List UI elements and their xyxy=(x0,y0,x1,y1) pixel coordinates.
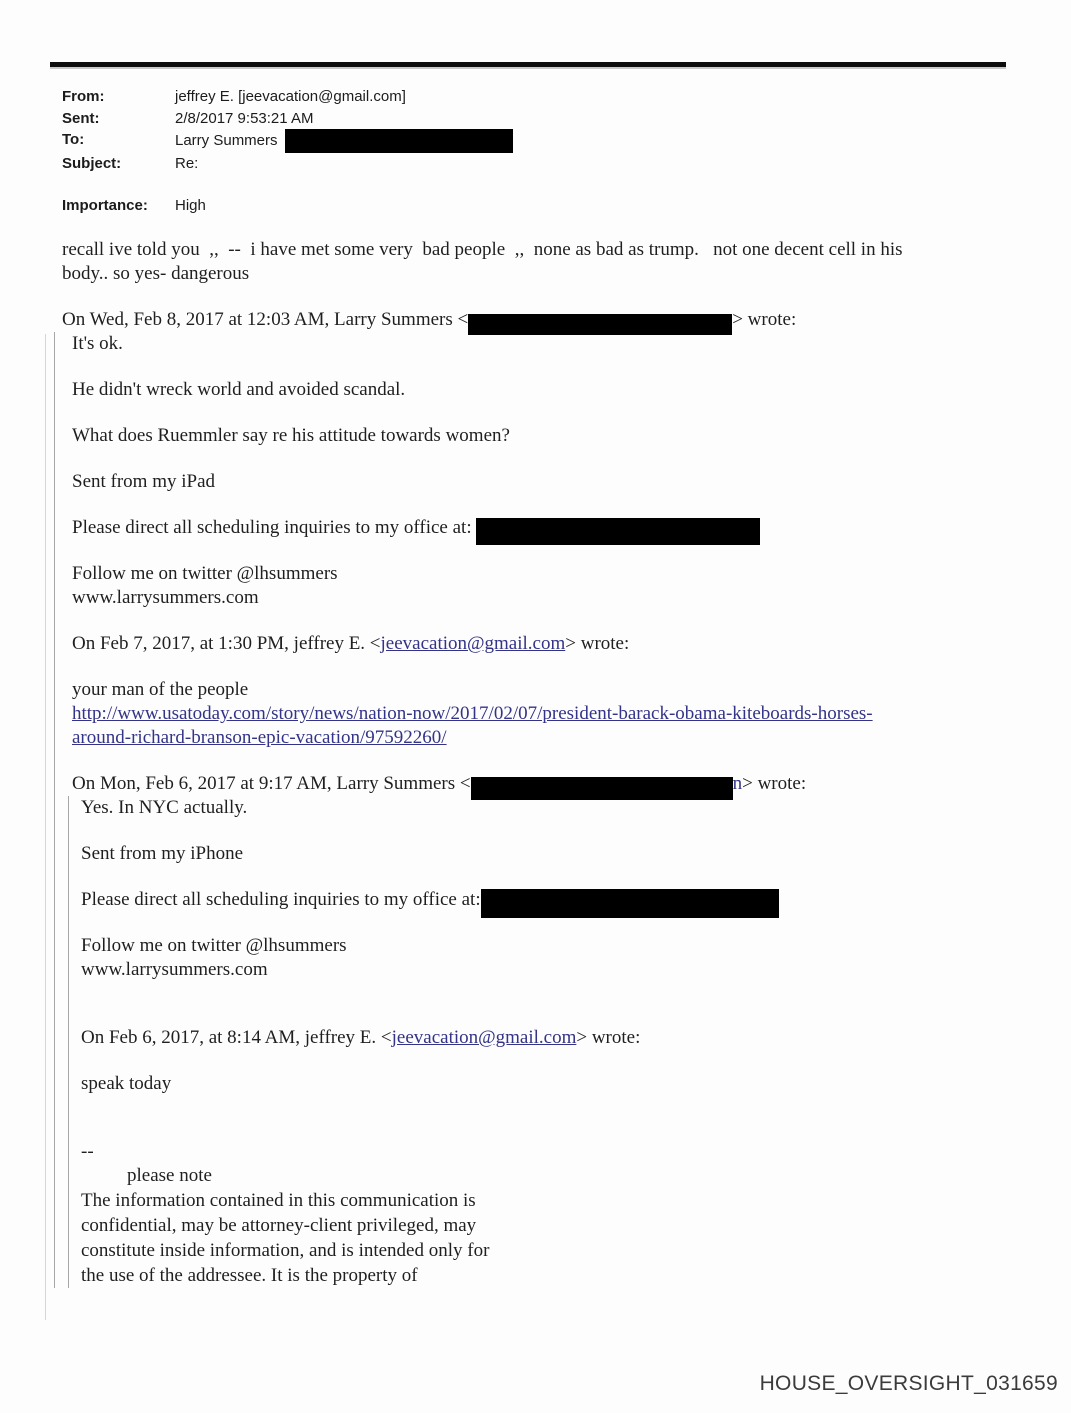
signature-dashes: -- xyxy=(81,1141,94,1162)
redaction-bar-email-2 xyxy=(471,777,733,800)
legal-disclaimer xyxy=(81,1188,1006,1288)
attribution-text: > wrote: xyxy=(742,773,807,794)
quote1-text-ruemmler: What does Ruemmler say re his attitude towards women? xyxy=(72,425,510,446)
header-value-to xyxy=(175,129,513,153)
header-field-importance xyxy=(62,195,513,217)
usatoday-link-line xyxy=(72,702,1006,750)
message-line-1: recall ive told you ,, -- i have met some very bad people ,, none as bad as trump. not one decent cell in his xyxy=(62,239,903,260)
redaction-bar-email-1 xyxy=(468,314,732,335)
attribution-email-tail: n xyxy=(732,773,743,794)
quote2-text-iphone-sig: Sent from my iPhone xyxy=(81,843,244,864)
header-field-to xyxy=(62,129,513,153)
scan-artifact-line xyxy=(45,334,46,1320)
attribution-text: > wrote: xyxy=(732,309,797,330)
attribution-text: > wrote: xyxy=(565,633,630,654)
disclaimer-line: constitute inside information, and is intended only for xyxy=(81,1240,490,1261)
quote1-sig-twitter: Follow me on twitter @lhsummers xyxy=(72,563,338,584)
usatoday-link-text-1: http://www.usatoday.com/story/news/nation-now/2017/02/07/president-barack-obama-kiteboards-horses- xyxy=(72,703,873,724)
bates-number: HOUSE_OVERSIGHT_031659 xyxy=(759,1372,1058,1395)
usatoday-link[interactable] xyxy=(72,703,873,748)
scheduling-text: Please direct all scheduling inquiries to my office at: xyxy=(72,517,477,538)
header-label-sent: Sent: xyxy=(62,109,100,127)
header-value-from: jeffrey E. [jeevacation@gmail.com] xyxy=(175,88,406,105)
quote1-text-ipad-sig: Sent from my iPad xyxy=(72,471,216,492)
disclaimer-line: confidential, may be attorney-client privileged, may xyxy=(81,1215,477,1236)
header-field-sent xyxy=(62,108,513,130)
attribution-text: On Mon, Feb 6, 2017 at 9:17 AM, Larry Summers < xyxy=(72,773,471,794)
header-field-from xyxy=(62,86,513,108)
quoted-message-level-2 xyxy=(68,796,1006,1288)
attribution-text: On Feb 7, 2017, at 1:30 PM, jeffrey E. < xyxy=(72,633,381,654)
redaction-bar-office-1 xyxy=(476,518,760,545)
attribution-text: On Wed, Feb 8, 2017 at 12:03 AM, Larry Summers < xyxy=(62,309,469,330)
recipient-name: Larry Summers xyxy=(175,131,278,149)
message-line-2: body.. so yes- dangerous xyxy=(62,263,250,284)
quote-attribution-feb6 xyxy=(81,1026,1006,1050)
header-value-sent: 2/8/2017 9:53:21 AM xyxy=(175,109,314,127)
quote-attribution-feb7 xyxy=(72,632,1006,656)
usatoday-link-text-2: around-richard-branson-epic-vacation/97592260/ xyxy=(72,727,447,748)
quote1-text-people: your man of the people xyxy=(72,679,249,700)
header-label-to: To: xyxy=(62,131,85,148)
quoted-message-level-1 xyxy=(54,332,1006,1288)
header-label-subject: Subject: xyxy=(62,155,122,172)
header-label-from: From: xyxy=(62,88,105,105)
quote1-text-ok: It's ok. xyxy=(72,333,123,354)
quote2-text-nyc: Yes. In NYC actually. xyxy=(81,797,248,818)
disclaimer-note-label: please note xyxy=(127,1165,212,1186)
quote1-scheduling-line xyxy=(72,516,1006,540)
redaction-bar-office-2 xyxy=(481,889,779,918)
header-field-subject xyxy=(62,153,513,175)
attribution-text: > wrote: xyxy=(576,1027,641,1048)
email-header xyxy=(62,86,513,216)
gmail-link-2[interactable]: jeevacation@gmail.com xyxy=(391,1027,577,1048)
disclaimer-line: The information contained in this communication is xyxy=(81,1190,476,1211)
email-body xyxy=(62,238,1006,1288)
quote-attribution-wed xyxy=(62,308,1006,332)
quote2-text-speak: speak today xyxy=(81,1073,172,1094)
header-label-importance: Importance: xyxy=(62,196,148,214)
attribution-text: On Feb 6, 2017, at 8:14 AM, jeffrey E. < xyxy=(81,1027,392,1048)
quote1-sig-site: www.larrysummers.com xyxy=(72,587,259,608)
redaction-bar-to xyxy=(285,129,513,153)
quote1-text-wreck: He didn't wreck world and avoided scandal. xyxy=(72,379,406,400)
header-divider xyxy=(50,62,1006,69)
gmail-link-1[interactable]: jeevacation@gmail.com xyxy=(380,633,566,654)
header-value-subject: Re: xyxy=(175,155,199,172)
quote-attribution-mon xyxy=(72,772,1006,796)
disclaimer-line: the use of the addressee. It is the property of xyxy=(81,1265,418,1286)
header-value-importance: High xyxy=(175,196,206,214)
quote2-scheduling-line xyxy=(81,888,1006,912)
quote2-sig-site: www.larrysummers.com xyxy=(81,959,268,980)
quote2-sig-twitter: Follow me on twitter @lhsummers xyxy=(81,935,347,956)
scheduling-text: Please direct all scheduling inquiries to my office at: xyxy=(81,889,481,910)
